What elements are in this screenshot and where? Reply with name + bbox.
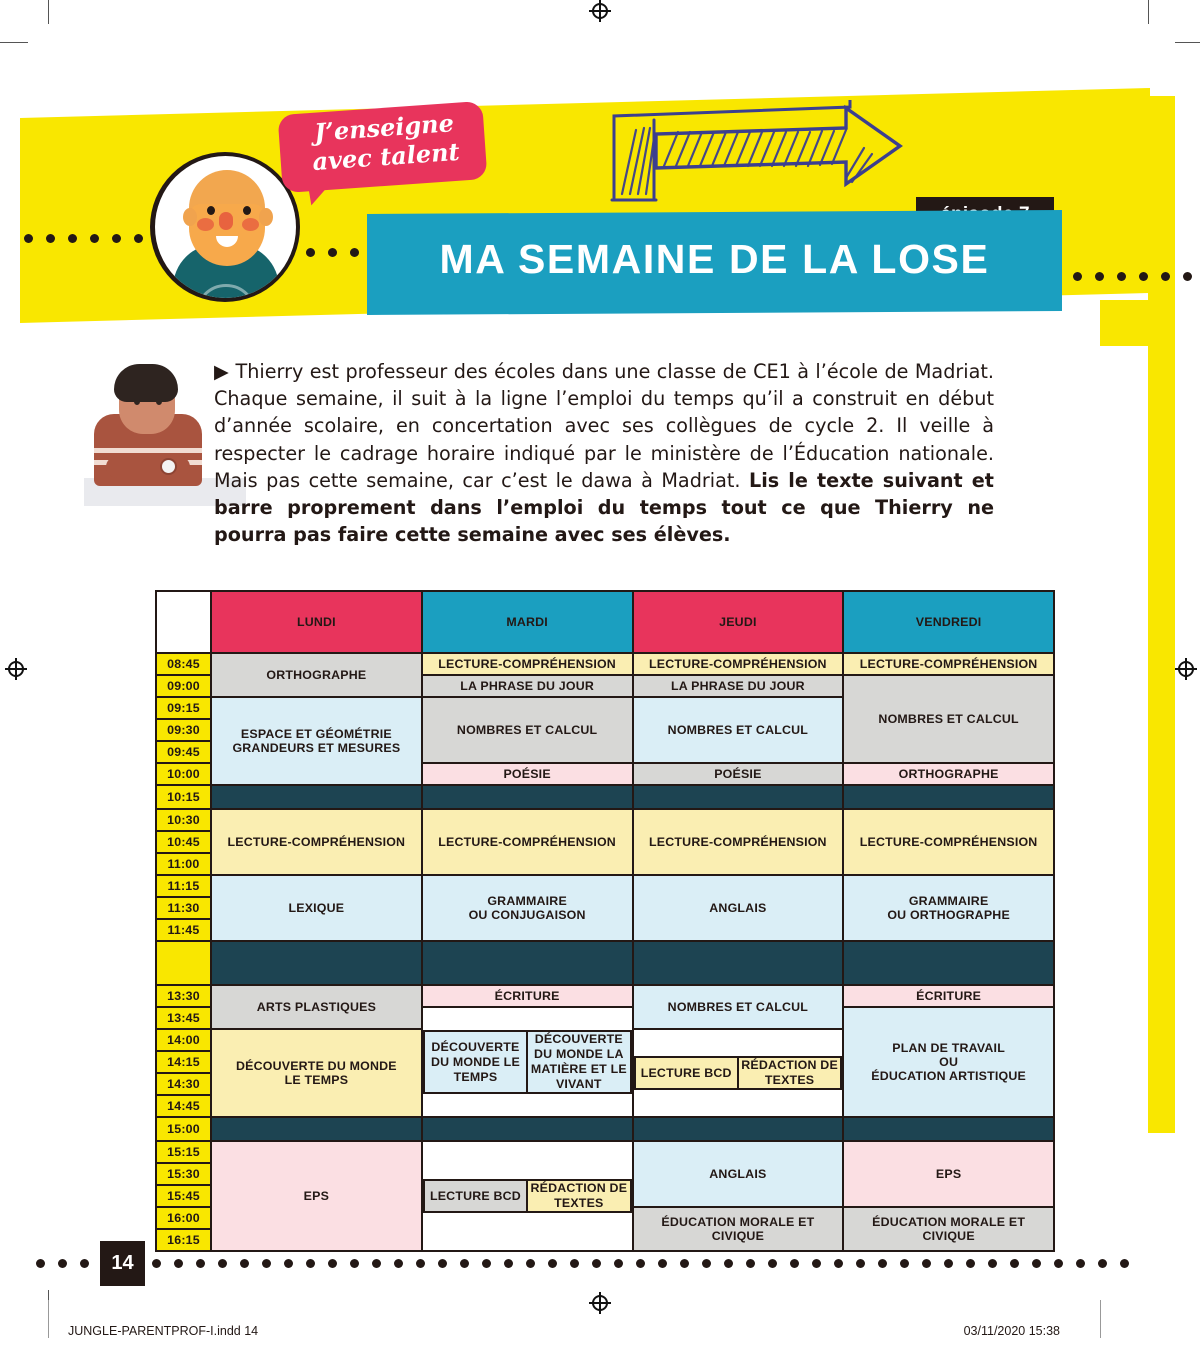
cell-break-morning-vendredi bbox=[843, 785, 1054, 809]
time-label-0845: 08:45 bbox=[156, 653, 211, 675]
table-row-break bbox=[156, 785, 1054, 809]
cell-lunch-vendredi bbox=[843, 941, 1054, 985]
table-row bbox=[156, 653, 1054, 675]
time-label-1400: 14:00 bbox=[156, 1029, 211, 1051]
reader-watch bbox=[160, 458, 177, 475]
registration-mark-right bbox=[1175, 658, 1197, 680]
cell-vendredi-grammaire[interactable] bbox=[843, 875, 1054, 941]
avatar-cheek-left bbox=[197, 218, 214, 231]
intro-marker-icon: ▶ bbox=[214, 360, 230, 383]
time-label-1115: 11:15 bbox=[156, 875, 211, 897]
avatar-eye-left bbox=[207, 206, 215, 215]
jeudi-afternoon-split bbox=[634, 1056, 843, 1090]
time-label-1000: 10:00 bbox=[156, 763, 211, 785]
day-header-lundi: LUNDI bbox=[211, 591, 422, 653]
cell-lundi-lexique[interactable]: LEXIQUE bbox=[211, 875, 422, 941]
cell-jeudi-lecture-comprehension-2[interactable]: LECTURE-COMPRÉHENSION bbox=[633, 809, 844, 875]
cell-mardi-ecriture[interactable]: ÉCRITURE bbox=[422, 985, 633, 1007]
cell-jeudi-afternoon-split bbox=[633, 1029, 844, 1117]
table-row bbox=[156, 875, 1054, 897]
intro-text: Thierry est professeur des écoles dans une classe de CE1 à l’école de Madriat. Chaque semaine, il suit à la ligne l’emploi du temps qu’il a construit en début d’année scolaire, en concertation avec ses collègues de cycle 2. Il veille à respecter le cadrage horaire indiqué par le ministère de l’Éducation nationale. Mais pas cette semaine, car c’est le dawa à Madriat. bbox=[214, 360, 994, 492]
dotted-leader-mid bbox=[306, 248, 359, 257]
cell-mardi-lecture-comprehension[interactable]: LECTURE-COMPRÉHENSION bbox=[422, 653, 633, 675]
cell-jeudi-anglais[interactable]: ANGLAIS bbox=[633, 875, 844, 941]
cell-break-afternoon-mardi bbox=[422, 1117, 633, 1141]
cell-lundi-lecture-comprehension[interactable]: LECTURE-COMPRÉHENSION bbox=[211, 809, 422, 875]
cell-vendredi-ecriture[interactable]: ÉCRITURE bbox=[843, 985, 1054, 1007]
cell-lundi-espace-line2: GRANDEURS ET MESURES bbox=[232, 741, 401, 755]
cell-break-afternoon-lundi bbox=[211, 1117, 422, 1141]
reader-eye-left bbox=[134, 398, 140, 405]
avatar-eye-right bbox=[243, 206, 251, 215]
time-label-1515: 15:15 bbox=[156, 1141, 211, 1163]
cell-vendredi-grammaire-line1: GRAMMAIRE bbox=[908, 894, 989, 908]
cell-mardi-phrase-du-jour[interactable]: LA PHRASE DU JOUR bbox=[422, 675, 633, 697]
day-header-mardi: MARDI bbox=[422, 591, 633, 653]
table-row-break bbox=[156, 1117, 1054, 1141]
cell-vendredi-plan-line1: PLAN DE TRAVAIL bbox=[892, 1041, 1005, 1055]
table-row bbox=[156, 1141, 1054, 1163]
cell-mardi-redaction-de-textes[interactable]: RÉDACTION DE TEXTES bbox=[527, 1180, 630, 1212]
time-label-1145: 11:45 bbox=[156, 919, 211, 941]
avatar bbox=[150, 152, 300, 302]
cell-jeudi-lecture-bcd[interactable]: LECTURE BCD bbox=[635, 1057, 738, 1089]
time-label-1530: 15:30 bbox=[156, 1163, 211, 1185]
avatar-ear-right bbox=[259, 208, 273, 226]
time-label-1445: 14:45 bbox=[156, 1095, 211, 1117]
time-label-1030: 10:30 bbox=[156, 809, 211, 831]
cell-vendredi-nombres-et-calcul[interactable]: NOMBRES ET CALCUL bbox=[843, 675, 1054, 763]
cell-lundi-eps[interactable]: EPS bbox=[211, 1141, 422, 1251]
reader-illustration bbox=[88, 352, 206, 502]
crop-mark-right bbox=[1175, 42, 1200, 43]
cell-lundi-decouverte-line2: LE TEMPS bbox=[284, 1073, 349, 1087]
cell-lundi-decouverte-line1: DÉCOUVERTE DU MONDE bbox=[235, 1059, 397, 1073]
timetable-corner-cell bbox=[156, 591, 211, 653]
cell-mardi-grammaire-line2: OU CONJUGAISON bbox=[468, 908, 586, 922]
table-row bbox=[156, 985, 1054, 1007]
mardi-afternoon-split bbox=[423, 1030, 632, 1094]
registration-mark-top bbox=[589, 0, 611, 22]
cell-lunch-mardi bbox=[422, 941, 633, 985]
day-header-jeudi: JEUDI bbox=[633, 591, 844, 653]
cell-jeudi-lecture-comprehension[interactable]: LECTURE-COMPRÉHENSION bbox=[633, 653, 844, 675]
page-title: MA SEMAINE DE LA LOSE bbox=[439, 236, 990, 282]
time-label-0915: 09:15 bbox=[156, 697, 211, 719]
cell-mardi-grammaire[interactable] bbox=[422, 875, 633, 941]
cell-mardi-grammaire-line1: GRAMMAIRE bbox=[487, 894, 567, 908]
footer-rule-left bbox=[48, 1300, 49, 1338]
time-label-1545: 15:45 bbox=[156, 1185, 211, 1207]
mardi-evening-split bbox=[423, 1179, 632, 1213]
footer-rule-right bbox=[1100, 1300, 1101, 1338]
cell-jeudi-nombres-et-calcul-2[interactable]: NOMBRES ET CALCUL bbox=[633, 985, 844, 1029]
cell-mardi-evening-split bbox=[422, 1141, 633, 1251]
cell-vendredi-lecture-comprehension[interactable]: LECTURE-COMPRÉHENSION bbox=[843, 653, 1054, 675]
time-label-1345: 13:45 bbox=[156, 1007, 211, 1029]
intro-paragraph bbox=[214, 358, 994, 548]
speech-bubble-line2: avec talent bbox=[311, 136, 461, 177]
cell-break-morning-mardi bbox=[422, 785, 633, 809]
reader-arms bbox=[106, 456, 190, 478]
timetable bbox=[155, 590, 1053, 1252]
time-label-1045: 10:45 bbox=[156, 831, 211, 853]
cell-mardi-decouverte-temps[interactable]: DÉCOUVERTE DU MONDE LE TEMPS bbox=[424, 1031, 527, 1093]
cell-vendredi-lecture-comprehension-2[interactable]: LECTURE-COMPRÉHENSION bbox=[843, 809, 1054, 875]
cell-mardi-lecture-bcd[interactable]: LECTURE BCD bbox=[424, 1180, 527, 1212]
avatar-cheek-right bbox=[242, 218, 259, 231]
cell-lunch-jeudi bbox=[633, 941, 844, 985]
table-row bbox=[156, 809, 1054, 831]
cell-lundi-arts-plastiques[interactable]: ARTS PLASTIQUES bbox=[211, 985, 422, 1029]
cell-vendredi-eps[interactable]: EPS bbox=[843, 1141, 1054, 1207]
cell-vendredi-plan-de-travail[interactable] bbox=[843, 1007, 1054, 1117]
cell-mardi-nombres-et-calcul[interactable]: NOMBRES ET CALCUL bbox=[422, 697, 633, 763]
reader-hair bbox=[114, 364, 178, 402]
time-label-0900: 09:00 bbox=[156, 675, 211, 697]
avatar-ear-left bbox=[183, 208, 197, 226]
cell-vendredi-plan-line3: ÉDUCATION ARTISTIQUE bbox=[871, 1069, 1026, 1083]
time-label-1600: 16:00 bbox=[156, 1207, 211, 1229]
time-label-0930: 09:30 bbox=[156, 719, 211, 741]
cell-jeudi-nombres-et-calcul[interactable]: NOMBRES ET CALCUL bbox=[633, 697, 844, 763]
footer-dotted-leader-right bbox=[152, 1259, 1129, 1268]
day-header-vendredi: VENDREDI bbox=[843, 591, 1054, 653]
timetable-table bbox=[155, 590, 1055, 1252]
timetable-header-row bbox=[156, 591, 1054, 653]
cell-jeudi-education-morale-civique[interactable]: ÉDUCATION MORALE ET CIVIQUE bbox=[633, 1207, 844, 1251]
crop-mark-top-right bbox=[1148, 0, 1149, 24]
footer-filename: JUNGLE-PARENTPROF-I.indd 14 bbox=[68, 1324, 259, 1338]
time-label-lunch bbox=[156, 941, 211, 985]
dotted-leader-right bbox=[1073, 272, 1200, 281]
reader-eye-right bbox=[156, 398, 162, 405]
cell-lundi-orthographe[interactable]: ORTHOGRAPHE bbox=[211, 653, 422, 697]
cell-jeudi-poesie[interactable]: POÉSIE bbox=[633, 763, 844, 785]
cell-jeudi-redaction-de-textes[interactable]: RÉDACTION DE TEXTES bbox=[738, 1057, 841, 1089]
cell-break-morning-jeudi bbox=[633, 785, 844, 809]
time-label-1430: 14:30 bbox=[156, 1073, 211, 1095]
cell-vendredi-plan-line2: OU bbox=[939, 1055, 959, 1069]
registration-mark-bottom bbox=[589, 1292, 611, 1314]
intro-instruction: Lis le texte suivant et barre proprement dans l’emploi du temps tout ce que Thierry ne pourra pas faire cette semaine avec ses élèves. bbox=[214, 468, 994, 547]
time-label-1615: 16:15 bbox=[156, 1229, 211, 1251]
cell-lundi-espace-geometrie[interactable] bbox=[211, 697, 422, 785]
registration-mark-left bbox=[5, 658, 27, 680]
reader-stripe-top bbox=[94, 448, 202, 453]
cell-mardi-decouverte-matiere[interactable]: DÉCOUVERTE DU MONDE LA MATIÈRE ET LE VIVANT bbox=[527, 1031, 630, 1093]
cell-lundi-espace-line1: ESPACE ET GÉOMÉTRIE bbox=[240, 727, 392, 741]
time-label-1415: 14:15 bbox=[156, 1051, 211, 1073]
cell-jeudi-phrase-du-jour[interactable]: LA PHRASE DU JOUR bbox=[633, 675, 844, 697]
cell-jeudi-anglais-2[interactable]: ANGLAIS bbox=[633, 1141, 844, 1207]
cell-break-afternoon-jeudi bbox=[633, 1117, 844, 1141]
avatar-nose bbox=[219, 212, 233, 230]
footer-timestamp: 03/11/2020 15:38 bbox=[963, 1324, 1060, 1338]
avatar-portrait bbox=[155, 156, 296, 298]
cell-mardi-lecture-comprehension-2[interactable]: LECTURE-COMPRÉHENSION bbox=[422, 809, 633, 875]
cell-mardi-decouverte-split bbox=[422, 1007, 633, 1117]
cell-lunch-lundi bbox=[211, 941, 422, 985]
right-yellow-strip bbox=[1148, 96, 1175, 1133]
time-label-1130: 11:30 bbox=[156, 897, 211, 919]
cell-vendredi-education-morale-civique[interactable]: ÉDUCATION MORALE ET CIVIQUE bbox=[843, 1207, 1054, 1251]
cell-vendredi-orthographe[interactable]: ORTHOGRAPHE bbox=[843, 763, 1054, 785]
time-label-1100: 11:00 bbox=[156, 853, 211, 875]
crop-mark-left bbox=[0, 42, 28, 43]
cell-vendredi-grammaire-line2: OU ORTHOGRAPHE bbox=[887, 908, 1010, 922]
table-row-lunch bbox=[156, 941, 1054, 985]
cell-break-afternoon-vendredi bbox=[843, 1117, 1054, 1141]
page-number-badge: 14 bbox=[100, 1241, 145, 1286]
cell-mardi-poesie[interactable]: POÉSIE bbox=[422, 763, 633, 785]
time-label-1015: 10:15 bbox=[156, 785, 211, 809]
cell-lundi-decouverte-monde[interactable] bbox=[211, 1029, 422, 1117]
hand-drawn-arrow-icon bbox=[600, 100, 920, 230]
speech-bubble-line1: J’enseigne bbox=[313, 108, 455, 147]
time-label-1330: 13:30 bbox=[156, 985, 211, 1007]
time-label-0945: 09:45 bbox=[156, 741, 211, 763]
crop-mark-top bbox=[48, 0, 49, 24]
time-label-1500: 15:00 bbox=[156, 1117, 211, 1141]
cell-break-morning-lundi bbox=[211, 785, 422, 809]
